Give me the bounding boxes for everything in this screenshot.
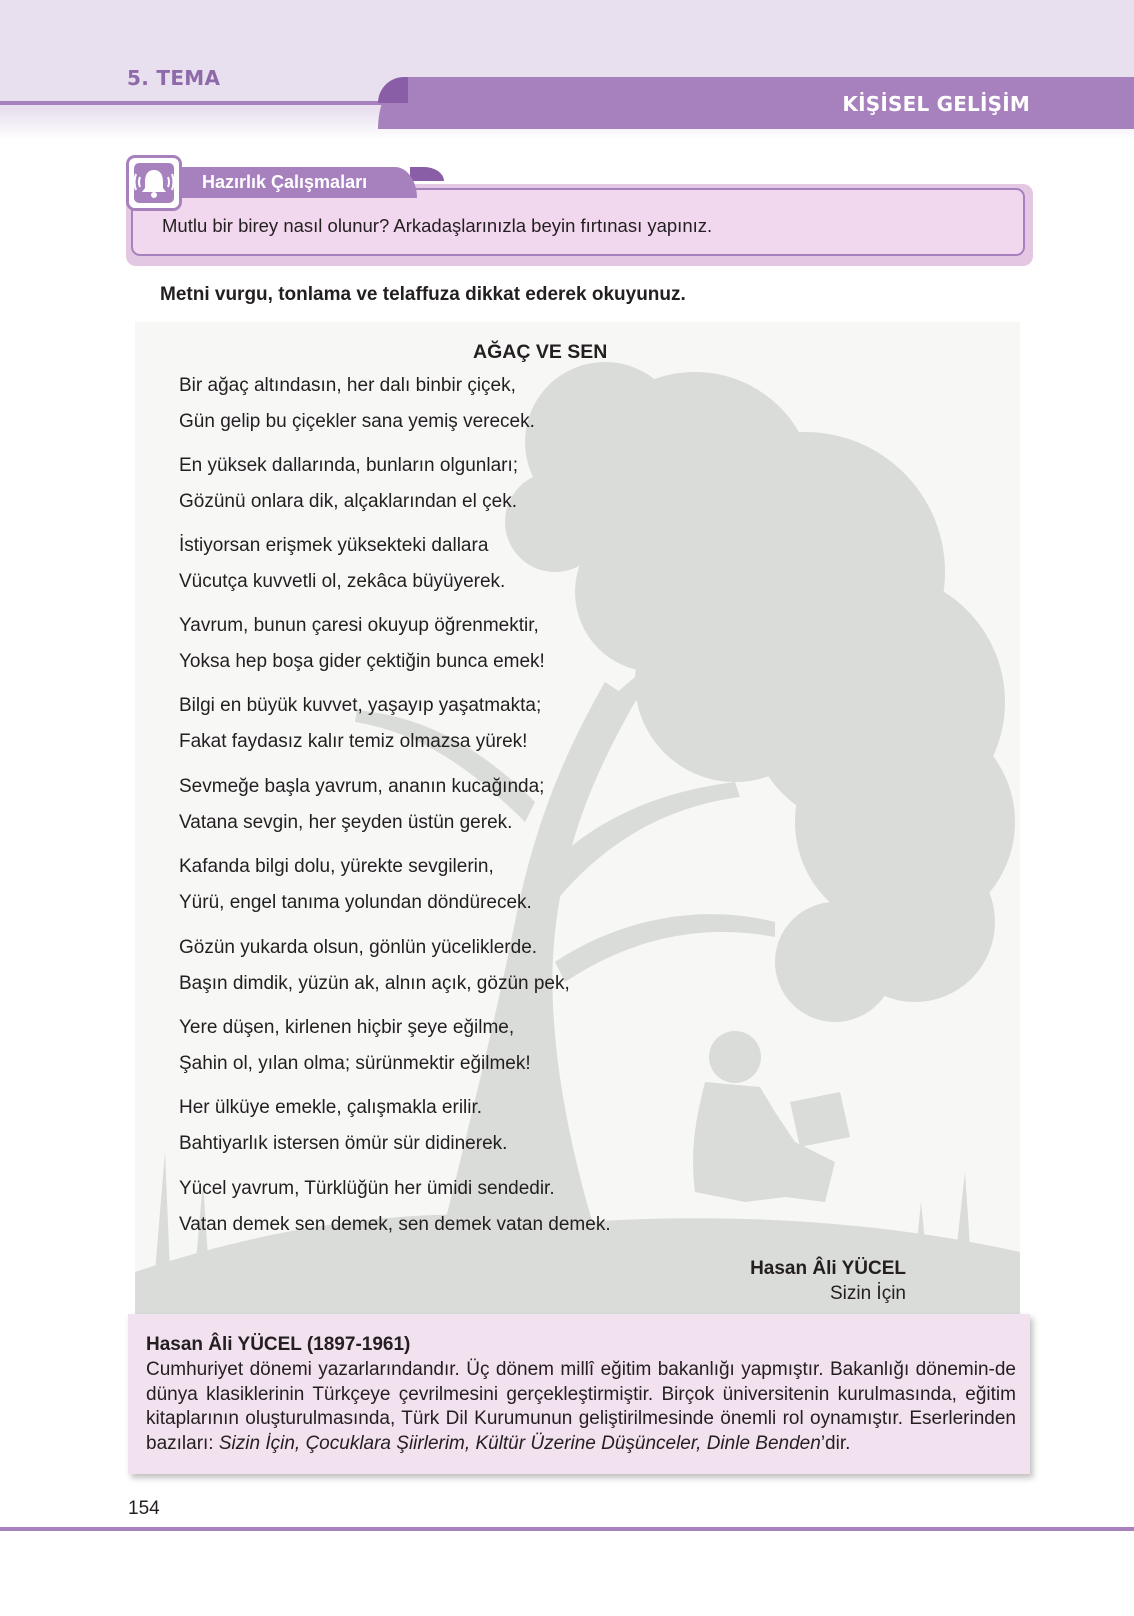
reading-instruction: Metni vurgu, tonlama ve telaffuza dikkat ederek okuyunuz. bbox=[160, 284, 686, 305]
footer-rule bbox=[0, 1527, 1134, 1531]
poem-line: Başın dimdik, yüzün ak, alnın açık, gözün pek, bbox=[179, 973, 570, 994]
bell-icon bbox=[134, 163, 174, 203]
poem-line: Şahin ol, yılan olma; sürünmektir eğilmek! bbox=[179, 1053, 531, 1074]
poem-line: Bahtiyarlık istersen ömür sür didinerek. bbox=[179, 1133, 508, 1154]
poem-line: Gözün yukarda olsun, gönlün yüceliklerde. bbox=[179, 937, 538, 958]
theme-title: KİŞİSEL GELİŞİM bbox=[842, 92, 1030, 116]
preparation-icon-frame bbox=[126, 155, 182, 211]
poem-line: Vatana sevgin, her şeyden üstün gerek. bbox=[179, 812, 513, 833]
author-bio-text bbox=[146, 1358, 1016, 1456]
author-bio-suffix: ’dir. bbox=[820, 1432, 851, 1454]
author-bio-works: Sizin İçin, Çocuklara Şiirlerim, Kültür Üzerine Düşünceler, Dinle Benden bbox=[218, 1432, 821, 1454]
poem-line: Kafanda bilgi dolu, yürekte sevgilerin, bbox=[179, 856, 494, 877]
poem-line: İstiyorsan erişmek yüksekteki dallara bbox=[179, 535, 489, 556]
poem-source: Sizin İçin bbox=[829, 1283, 906, 1304]
poem-line: Vatan demek sen demek, sen demek vatan demek. bbox=[179, 1214, 611, 1235]
poem-line: En yüksek dallarında, bunların olgunları; bbox=[179, 455, 519, 476]
poem-line: Vücutça kuvvetli ol, zekâca büyüyerek. bbox=[179, 571, 506, 592]
poem-line: Her ülküye emekle, çalışmakla erilir. bbox=[179, 1097, 483, 1118]
poem-line: Sevmeğe başla yavrum, ananın kucağında; bbox=[179, 776, 545, 797]
poem-line: Yürü, engel tanıma yolundan döndürecek. bbox=[179, 892, 532, 913]
page-number: 154 bbox=[128, 1498, 160, 1519]
poem-line: Yücel yavrum, Türklüğün her ümidi sendedir. bbox=[179, 1178, 555, 1199]
poem-title: AĞAÇ VE SEN bbox=[473, 341, 608, 363]
poem-line: Fakat faydasız kalır temiz olmazsa yürek! bbox=[179, 731, 528, 752]
preparation-tab-label: Hazırlık Çalışmaları bbox=[202, 172, 368, 192]
poem-line: Yavrum, bunun çaresi okuyup öğrenmektir, bbox=[179, 615, 539, 636]
preparation-tab-tip bbox=[410, 167, 444, 181]
poem-line: Yoksa hep boşa gider çektiğin bunca emek! bbox=[179, 651, 545, 672]
theme-label: 5. TEMA bbox=[127, 66, 221, 90]
poem-signature bbox=[750, 1256, 906, 1306]
author-bio-title: Hasan Âli YÜCEL (1897-1961) bbox=[146, 1334, 411, 1355]
poem-line: Gün gelip bu çiçekler sana yemiş verecek. bbox=[179, 411, 535, 432]
poem-line: Yere düşen, kirlenen hiçbir şeye eğilme, bbox=[179, 1017, 515, 1038]
author-bio-body: Cumhuriyet dönemi yazarlarındandır. Üç dönem millî eğitim bakanlığı yapmıştır. Bakanlığı dönemin-de dünya klasiklerinin Türkçeye çevrilmesini gerçekleştirmiştir. Birçok üniversitenin kurulmasında, eğitim kitaplarının oluşturulmasında, Türk Dil Kurumunun geliştirilmesinde önemli rol oynamıştır. Eserlerinden bazıları: bbox=[146, 1359, 1016, 1454]
theme-underline bbox=[0, 101, 400, 105]
poem-author: Hasan Âli YÜCEL bbox=[750, 1258, 906, 1279]
poem-line: Bilgi en büyük kuvvet, yaşayıp yaşatmakta; bbox=[179, 695, 542, 716]
poem-line: Gözünü onlara dik, alçaklarından el çek. bbox=[179, 491, 517, 512]
poem-line: Bir ağaç altındasın, her dalı binbir çiçek, bbox=[179, 375, 516, 396]
preparation-prompt: Mutlu bir birey nasıl olunur? Arkadaşlarınızla beyin fırtınası yapınız. bbox=[162, 215, 713, 236]
